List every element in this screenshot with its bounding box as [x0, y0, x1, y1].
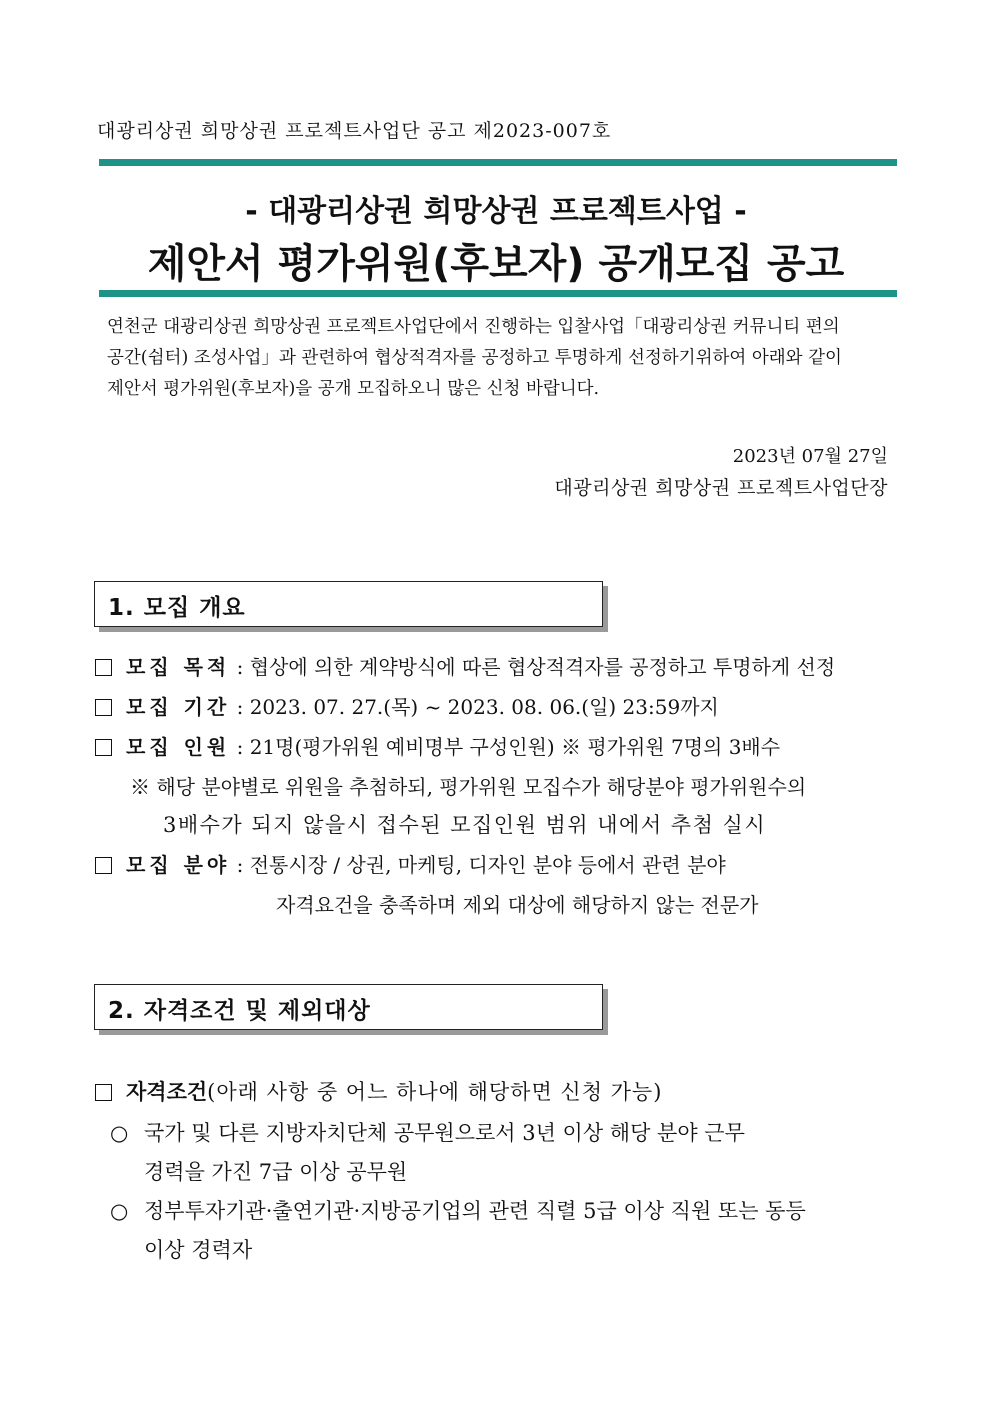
notice-number: 대광리상권 희망상권 프로젝트사업단 공고 제2023-007호 — [97, 120, 612, 142]
field-label: 모집 분야 — [126, 853, 231, 877]
period-label: 모집 기간 — [126, 695, 231, 719]
intro-line: 공간(쉼터) 조성사업」과 관련하여 협상적격자를 공정하고 투명하게 선정하기위하여 아래와 같이 — [107, 348, 842, 368]
checkbox-icon — [95, 857, 112, 874]
qualification-item-2-line-2: 이상 경력자 — [144, 1238, 253, 1262]
field-text: : 전통시장 / 상권, 마케팅, 디자인 분야 등에서 관련 분야 — [236, 853, 726, 877]
circle-bullet-icon: ○ — [110, 1121, 129, 1145]
members-label: 모집 인원 — [126, 735, 231, 759]
checkbox-icon — [95, 659, 112, 676]
section-2-heading: 2. 자격조건 및 제외대상 — [108, 998, 371, 1024]
issuing-organization: 대광리상권 희망상권 프로젝트사업단장 — [554, 477, 888, 499]
period-text: : 2023. 07. 27.(목) ~ 2023. 08. 06.(일) 23:59까지 — [236, 695, 719, 719]
section-1-heading-box — [94, 581, 603, 627]
qualification-text: (아래 사항 중 어느 하나에 해당하면 신청 가능) — [207, 1080, 663, 1104]
intro-line: 연천군 대광리상권 희망상권 프로젝트사업단에서 진행하는 입찰사업「대광리상권 커뮤니티 편의 — [107, 317, 840, 337]
purpose-label: 모집 목적 — [126, 655, 231, 679]
qualification-label: 자격조건 — [126, 1079, 208, 1104]
checkbox-icon — [95, 1084, 112, 1101]
qualification-row — [95, 1076, 662, 1106]
title-top-rule — [99, 159, 897, 166]
members-note-line-1: ※ 해당 분야별로 위원을 추첨하되, 평가위원 모집수가 해당분야 평가위원수의 — [130, 775, 807, 799]
members-note-line-2: 3배수가 되지 않을시 접수된 모집인원 범위 내에서 추첨 실시 — [163, 813, 767, 837]
members-text: : 21명(평가위원 예비명부 구성인원) ※ 평가위원 7명의 3배수 — [236, 735, 781, 759]
qualification-item-1-line-1: 국가 및 다른 지방자치단체 공무원으로서 3년 이상 해당 분야 근무 — [144, 1121, 745, 1145]
qualification-item-2 — [110, 1195, 806, 1225]
purpose-row — [95, 651, 835, 680]
field-text-line-2: 자격요건을 충족하며 제외 대상에 해당하지 않는 전문가 — [276, 893, 759, 917]
checkbox-icon — [95, 699, 112, 716]
field-row — [95, 849, 726, 878]
checkbox-icon — [95, 739, 112, 756]
section-1-heading: 1. 모집 개요 — [108, 595, 246, 621]
period-row — [95, 691, 719, 720]
title-line-2: 제안서 평가위원(후보자) 공개모집 공고 — [147, 241, 845, 287]
circle-bullet-icon: ○ — [110, 1199, 129, 1223]
qualification-item-1 — [110, 1117, 745, 1147]
title-bottom-rule — [99, 290, 897, 297]
qualification-item-1-line-2: 경력을 가진 7급 이상 공무원 — [144, 1160, 408, 1184]
notice-date: 2023년 07월 27일 — [732, 446, 888, 467]
section-2-heading-box — [94, 984, 603, 1030]
members-row — [95, 731, 780, 760]
intro-line: 제안서 평가위원(후보자)을 공개 모집하오니 많은 신청 바랍니다. — [107, 379, 600, 399]
purpose-text: : 협상에 의한 계약방식에 따른 협상적격자를 공정하고 투명하게 선정 — [236, 655, 836, 679]
intro-paragraph — [107, 312, 889, 405]
qualification-item-2-line-1: 정부투자기관·출연기관·지방공기업의 관련 직렬 5급 이상 직원 또는 동등 — [144, 1199, 806, 1223]
title-line-1: - 대광리상권 희망상권 프로젝트사업 - — [245, 194, 747, 229]
